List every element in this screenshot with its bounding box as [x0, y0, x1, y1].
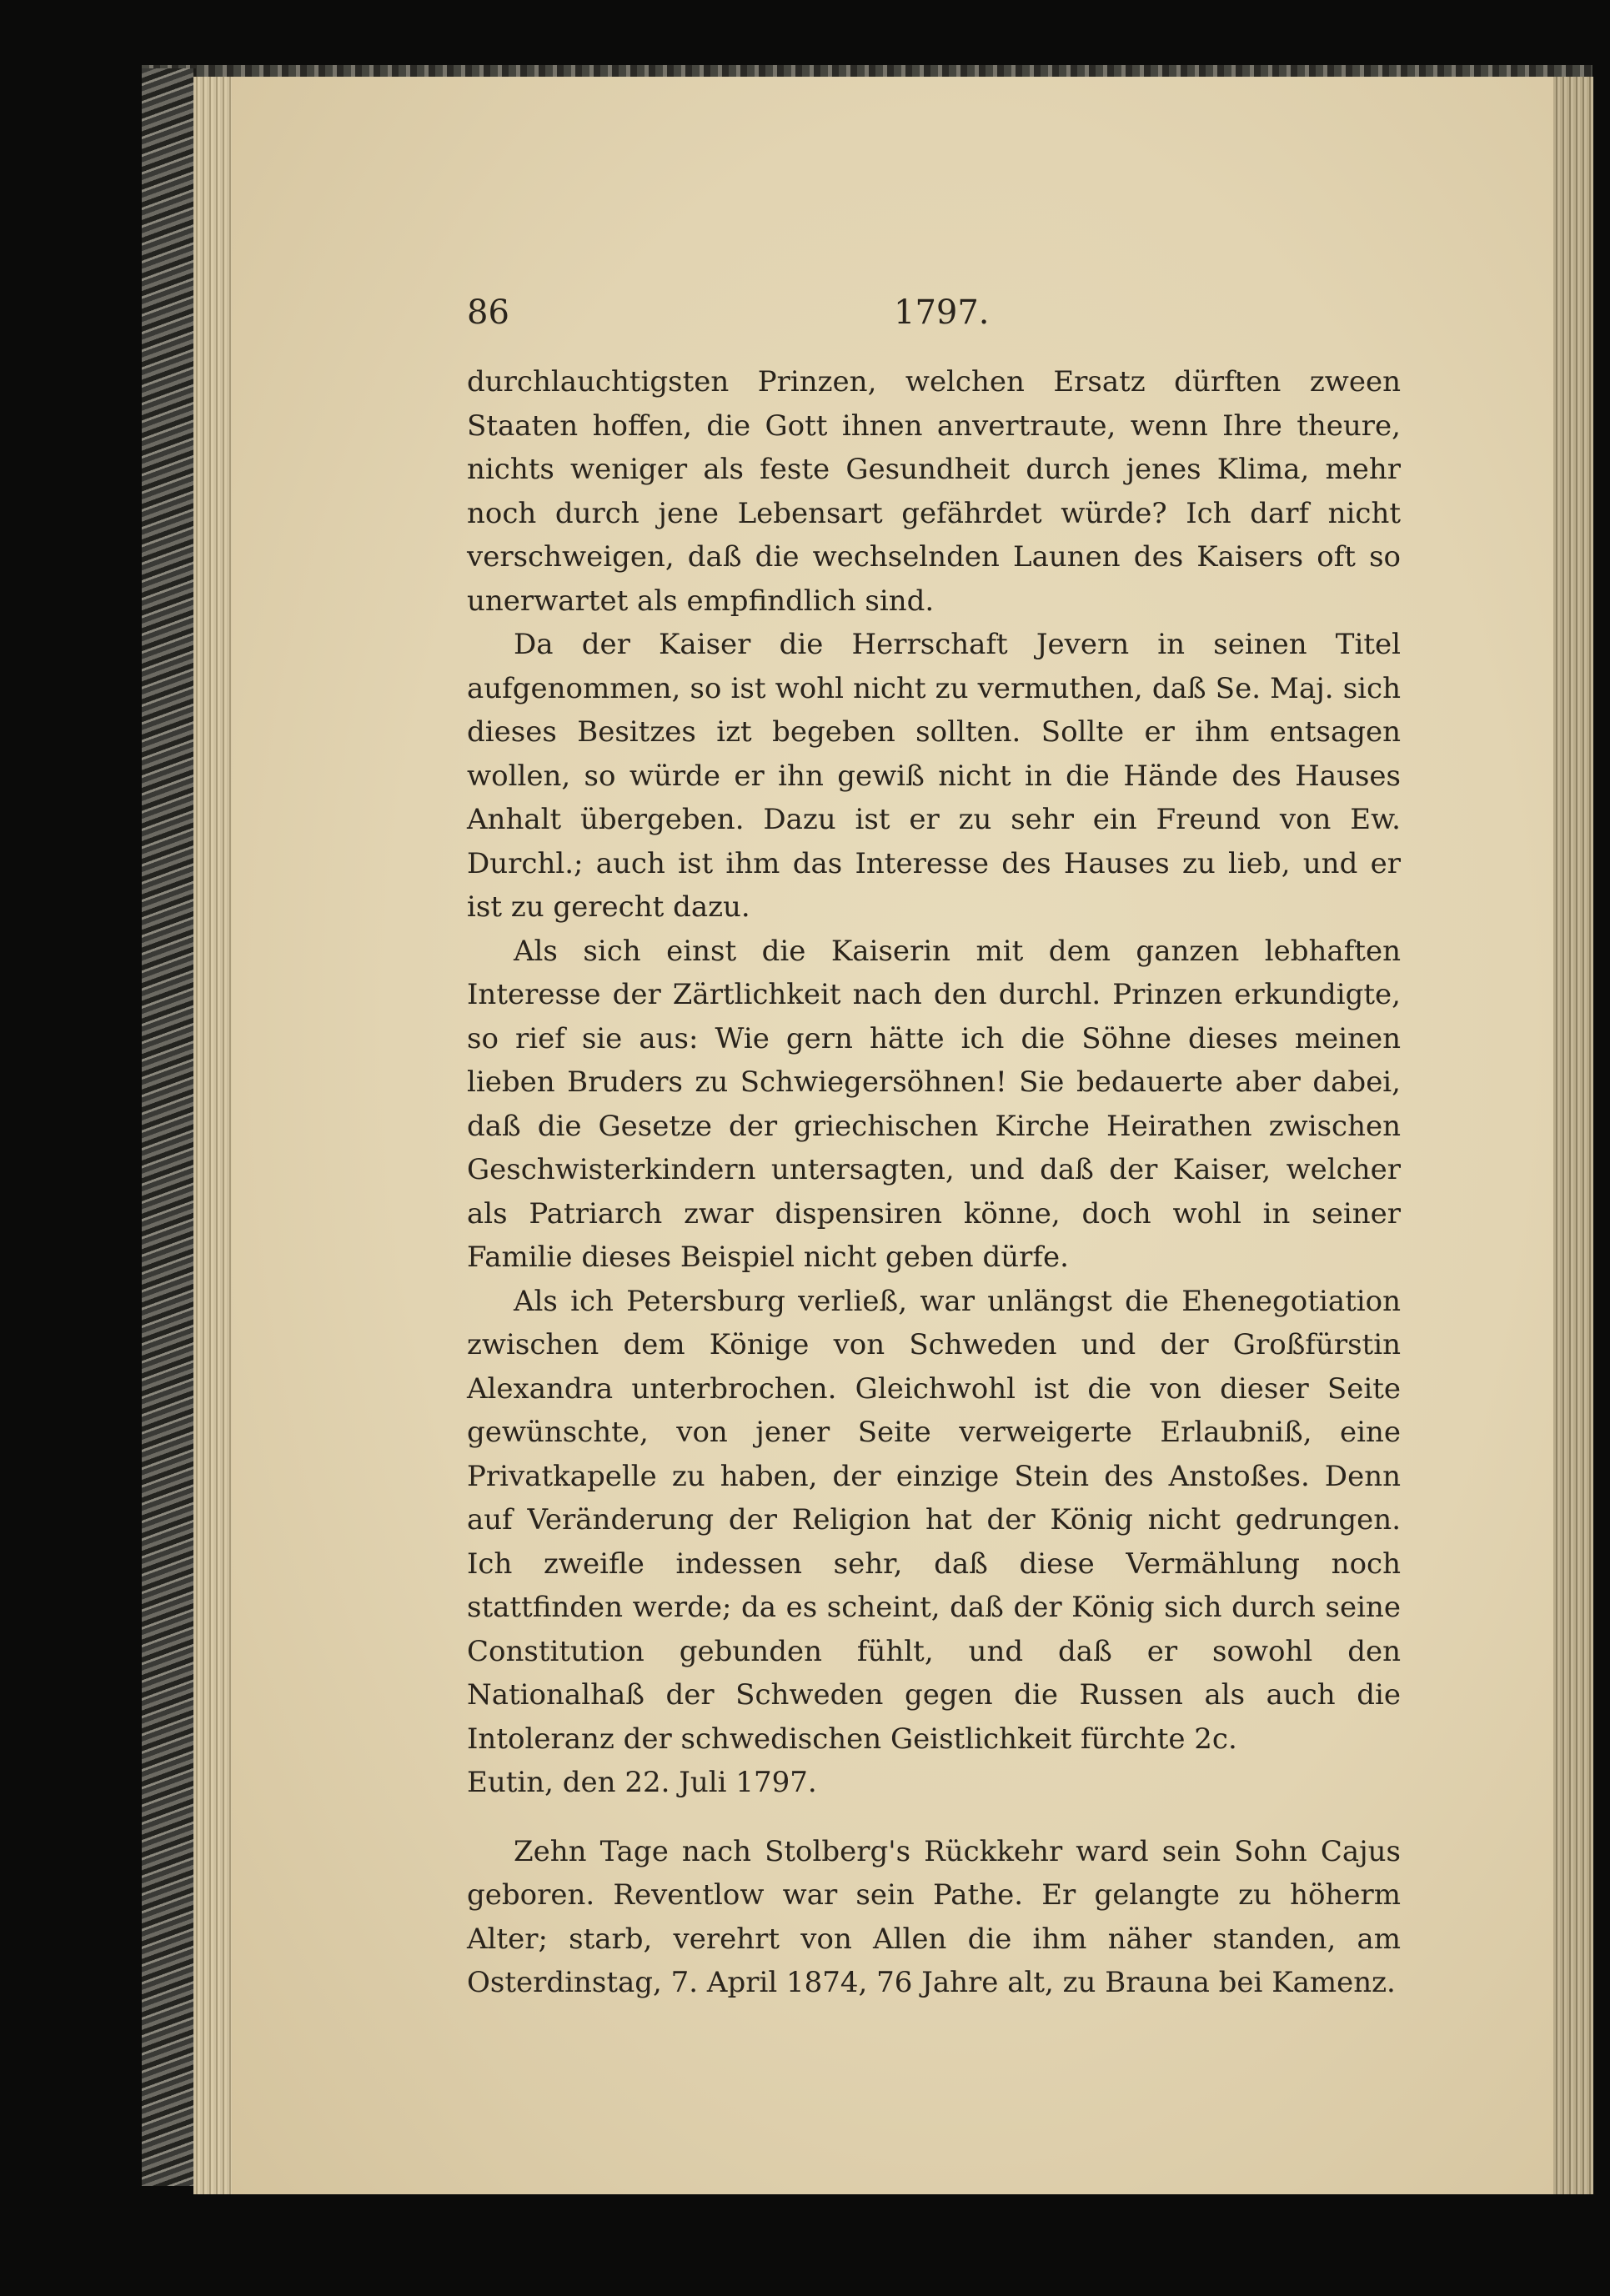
page-stack-right-edge: [1553, 77, 1593, 2194]
closing-paragraph: Zehn Tage nach Stolberg's Rückkehr ward sein Sohn Cajus geboren. Reventlow war sein Pathe. Er gelangte zu höherm Alter; starb, verehrt von Allen die ihm näher standen, am Osterdinstag, 7. April 1874, 76 Jahre alt, zu Brauna bei Kamenz.: [467, 1834, 1401, 1999]
paragraph: Da der Kaiser die Herrschaft Jevern in seinen Titel aufgenommen, so ist wohl nicht zu vermuthen, daß Se. Maj. sich dieses Besitzes izt begeben sollten. Sollte er ihm entsagen wollen, so würde er ihn gewiß nicht in die Hände des Hauses Anhalt übergeben. Dazu ist er zu sehr ein Freund von Ew. Durchl.; auch ist ihm das Interesse des Hauses zu lieb, und er ist zu gerecht dazu.: [467, 628, 1401, 924]
page-number: 86: [467, 293, 509, 332]
body-text: [467, 360, 1401, 2005]
page-header: [467, 293, 1401, 335]
running-head: 1797.: [894, 293, 990, 332]
paragraph: Als sich einst die Kaiserin mit dem ganzen lebhaften Interesse der Zärtlichkeit nach den durchl. Prinzen erkundigte, so rief sie aus: Wie gern hätte ich die Söhne dieses meinen lieben Bruders zu Schwiegersöhnen! Sie bedauerte aber dabei, daß die Gesetze der griechischen Kirche Heirathen zwischen Geschwisterkindern untersagten, und daß der Kaiser, welcher als Patriarch zwar dispensiren könne, doch wohl in seiner Familie dieses Beispiel nicht geben dürfe.: [467, 934, 1401, 1274]
paragraph: Als ich Petersburg verließ, war unlängst die Ehenegotiation zwischen dem Könige von Schweden und der Großfürstin Alexandra unterbrochen. Gleichwohl ist die von dieser Seite gewünschte, von jener Seite verweigerte Erlaubniß, eine Privatkapelle zu haben, der einzige Stein des Anstoßes. Denn auf Veränderung der Religion hat der König nicht gedrungen. Ich zweifle indessen sehr, daß diese Vermählung noch stattfinden werde; da es scheint, daß der König sich durch seine Constitution gebunden fühlt, und daß er sowohl den Nationalhaß der Schweden gegen die Russen als auch die Intoleranz der schwedischen Geistlichkeit fürchte 2c.: [467, 1284, 1401, 1756]
letter-signoff: Eutin, den 22. Juli 1797.: [467, 1766, 817, 1799]
page-stack-left-edge: [193, 77, 233, 2194]
paragraph: durchlauchtigsten Prinzen, welchen Ersatz dürften zween Staaten hoffen, die Gott ihnen anvertraute, wenn Ihre theure, nichts weniger als feste Gesundheit durch jenes Klima, mehr noch durch jene Lebensart gefährdet würde? Ich darf nicht verschweigen, daß die wechselnden Launen des Kaisers oft so unerwartet als empfindlich sind.: [467, 365, 1401, 618]
marbled-book-cover: [142, 68, 196, 2186]
